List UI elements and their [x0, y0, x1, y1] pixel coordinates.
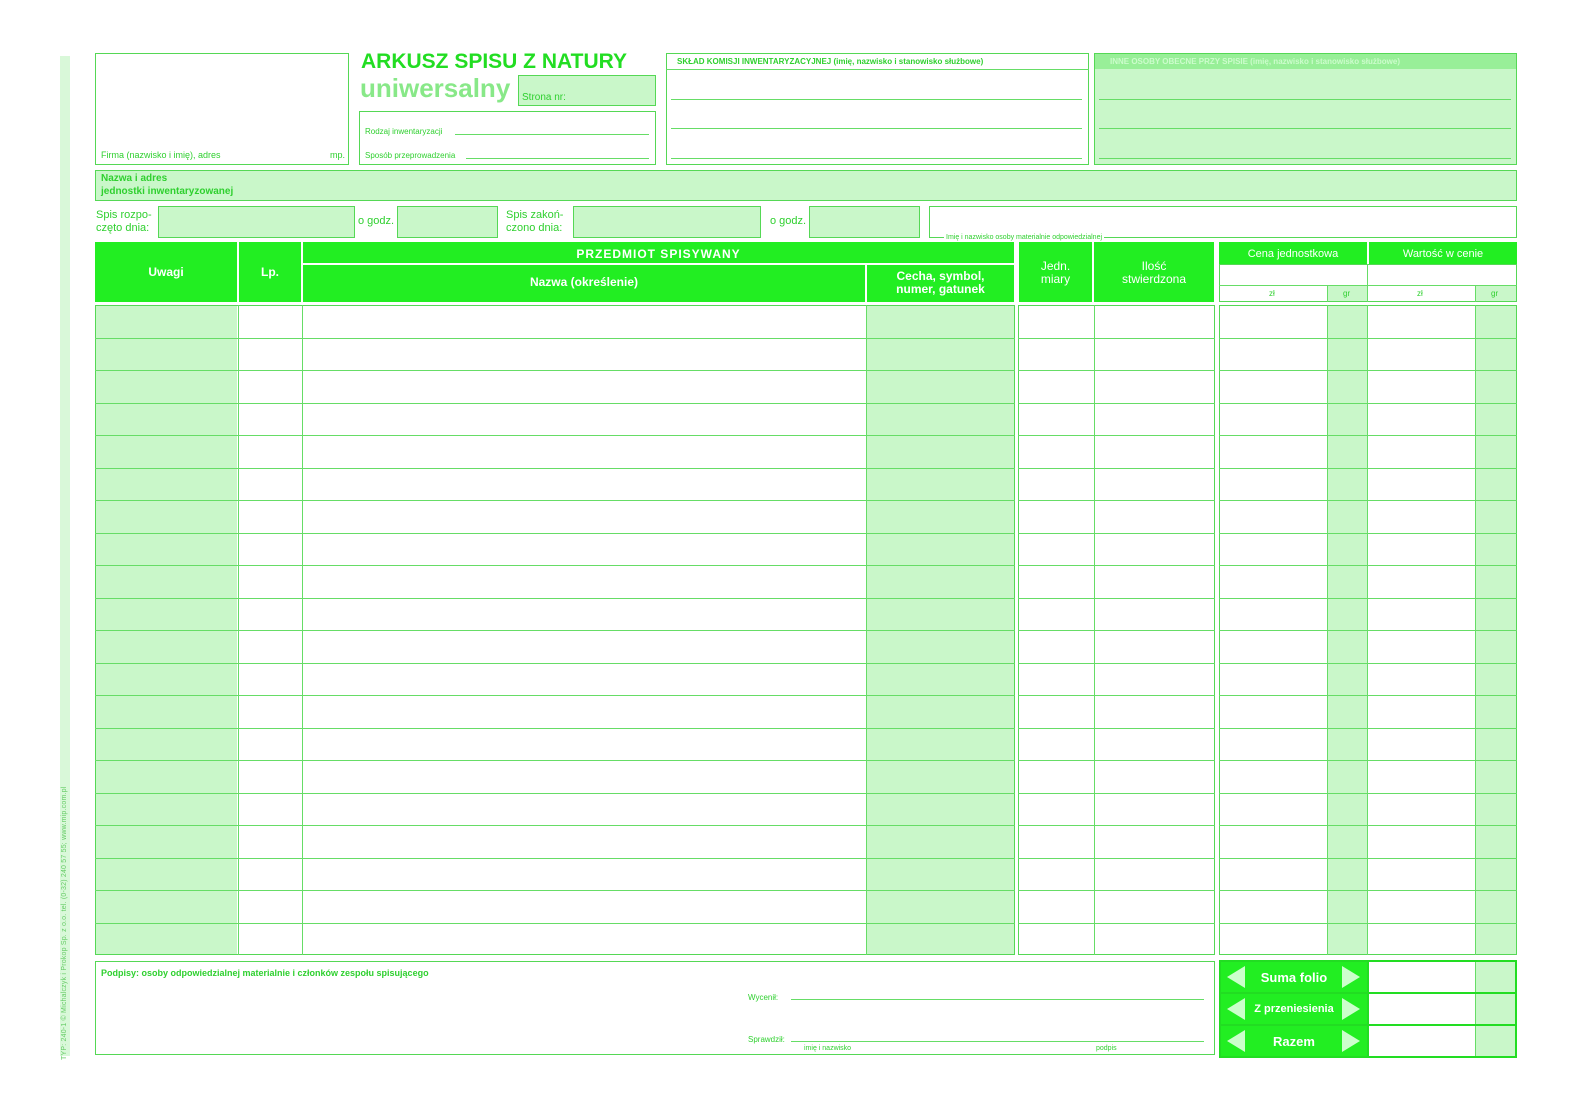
carried-over-gr-divider	[1475, 994, 1476, 1024]
totals-divider	[1367, 962, 1369, 1056]
table-row[interactable]	[95, 630, 1517, 663]
start-date-label-2: częto dnia:	[96, 222, 150, 234]
table-row[interactable]	[95, 825, 1517, 858]
others-line-2[interactable]	[1099, 128, 1511, 129]
page-title: ARKUSZ SPISU Z NATURY	[361, 50, 628, 73]
carried-over-value-gr[interactable]	[1476, 994, 1515, 1024]
committee-header-line	[666, 69, 1089, 70]
side-printer-text: TYP: 240-1 © Michalczyk i Prokop Sp. z o.o. tel. (0-32) 240 57 55; www.mip.com.pl	[61, 786, 68, 1060]
others-label: INNE OSOBY OBECNE PRZY SPISIE (imię, nazwisko i stanowisko służbowe)	[1110, 57, 1400, 66]
end-date-field[interactable]	[573, 206, 761, 238]
end-hour-label: o godz.	[770, 215, 807, 227]
total-left-arrow-icon	[1227, 1030, 1245, 1052]
signatures-label: Podpisy: osoby odpowiedzialnej materialnie i członków zespołu spisującego	[101, 968, 429, 978]
table-row[interactable]	[95, 403, 1517, 436]
unit-name-label-2: jednostki inwentaryzowanej	[101, 186, 234, 197]
col-qty-label-2: stwierdzona	[1121, 272, 1187, 286]
col-name-label: Nazwa (określenie)	[529, 275, 639, 289]
sum-folio-label: Suma folio	[1260, 970, 1328, 985]
responsible-person-label: Imię i nazwisko osoby materialnie odpowiedzialnej	[946, 234, 1103, 241]
table-row[interactable]	[95, 468, 1517, 501]
name-caption: imię i nazwisko	[804, 1045, 852, 1052]
total-right-arrow-icon	[1342, 1030, 1360, 1052]
inventory-type-line[interactable]	[455, 134, 649, 135]
price-zl-label: zł	[1269, 289, 1275, 298]
method-line[interactable]	[466, 158, 649, 159]
others-box	[1094, 53, 1517, 165]
others-line-1[interactable]	[1099, 99, 1511, 100]
col-lp-label: Lp.	[261, 265, 279, 279]
committee-line-3[interactable]	[671, 158, 1082, 159]
price-subheader-box	[1219, 264, 1517, 302]
total-label: Razem	[1273, 1034, 1315, 1049]
firm-box[interactable]	[95, 53, 349, 165]
table-row[interactable]	[95, 370, 1517, 403]
priced-label: Wycenił:	[748, 993, 779, 1002]
sum-folio-value-gr[interactable]	[1476, 962, 1515, 992]
group-item-label: PRZEDMIOT SPISYWANY	[576, 247, 741, 261]
table-row[interactable]	[95, 695, 1517, 728]
committee-line-1[interactable]	[671, 99, 1082, 100]
price-zl-gr-divider	[1327, 285, 1328, 302]
checked-line[interactable]	[791, 1041, 1204, 1042]
table-row[interactable]	[95, 890, 1517, 923]
sum-folio-value-zl[interactable]	[1369, 962, 1475, 992]
table-row[interactable]	[95, 858, 1517, 891]
col-unit-label-1: Jedn.	[1040, 259, 1071, 273]
value-zl-gr-divider	[1475, 285, 1476, 302]
col-feature-label-2: numer, gatunek	[896, 282, 985, 296]
price-value-divider	[1367, 264, 1368, 302]
col-value-label: Wartość w cenie	[1402, 248, 1484, 260]
sum-folio-left-arrow-icon	[1227, 966, 1245, 988]
table-row[interactable]	[95, 533, 1517, 566]
table-row[interactable]	[95, 760, 1517, 793]
unit-name-label-1: Nazwa i adres	[101, 173, 168, 184]
col-notes-label: Uwagi	[148, 265, 184, 279]
carried-over-label: Z przeniesienia	[1254, 1003, 1334, 1015]
table-row[interactable]	[95, 663, 1517, 696]
others-line-3[interactable]	[1099, 158, 1511, 159]
committee-line-2[interactable]	[671, 128, 1082, 129]
table-row[interactable]	[95, 500, 1517, 533]
table-row[interactable]	[95, 565, 1517, 598]
signature-caption: podpis	[1096, 1045, 1117, 1052]
sum-folio-gr-divider	[1475, 962, 1476, 992]
start-hour-field[interactable]	[397, 206, 498, 238]
total-value-gr[interactable]	[1476, 1026, 1515, 1056]
table-row[interactable]	[95, 338, 1517, 371]
firm-label: Firma (nazwisko i imię), adres	[101, 150, 221, 160]
start-date-label-1: Spis rozpo-	[96, 209, 152, 221]
page-subtitle: uniwersalny	[360, 73, 511, 103]
price-gr-label: gr	[1343, 289, 1351, 298]
carried-over-value-zl[interactable]	[1369, 994, 1475, 1024]
inventory-type-label: Rodzaj inwentaryzacji	[365, 127, 443, 136]
table-row[interactable]	[95, 923, 1517, 956]
start-date-field[interactable]	[158, 206, 355, 238]
col-qty-label-1: Ilość	[1141, 259, 1167, 273]
method-label: Sposób przeprowadzenia	[365, 151, 456, 160]
start-hour-label: o godz.	[358, 215, 395, 227]
table-row[interactable]	[95, 305, 1517, 338]
total-gr-divider	[1475, 1026, 1476, 1056]
end-date-label-1: Spis zakoń-	[506, 209, 564, 221]
end-hour-field[interactable]	[809, 206, 920, 238]
group-divider	[303, 263, 1014, 265]
checked-label: Sprawdził:	[748, 1035, 785, 1044]
carried-over-left-arrow-icon	[1227, 998, 1245, 1020]
value-zl-label: zł	[1417, 289, 1423, 298]
table-row[interactable]	[95, 435, 1517, 468]
table-row[interactable]	[95, 598, 1517, 631]
table-row[interactable]	[95, 793, 1517, 826]
stamp-label: mp.	[330, 150, 346, 160]
total-value-zl[interactable]	[1369, 1026, 1475, 1056]
sum-folio-right-arrow-icon	[1342, 966, 1360, 988]
page-number-label: Strona nr:	[522, 92, 566, 103]
col-price-label: Cena jednostkowa	[1247, 248, 1339, 260]
priced-line[interactable]	[791, 999, 1204, 1000]
end-date-label-2: czono dnia:	[506, 222, 563, 234]
carried-over-right-arrow-icon	[1342, 998, 1360, 1020]
col-feature-label-1: Cecha, symbol,	[896, 269, 985, 283]
value-gr-label: gr	[1491, 289, 1499, 298]
price-subheader-line	[1219, 285, 1517, 286]
col-unit-label-2: miary	[1040, 272, 1071, 286]
table-row[interactable]	[95, 728, 1517, 761]
committee-label: SKŁAD KOMISJI INWENTARYZACYJNEJ (imię, nazwisko i stanowisko służbowe)	[677, 57, 984, 66]
unit-name-field[interactable]	[95, 170, 1517, 201]
